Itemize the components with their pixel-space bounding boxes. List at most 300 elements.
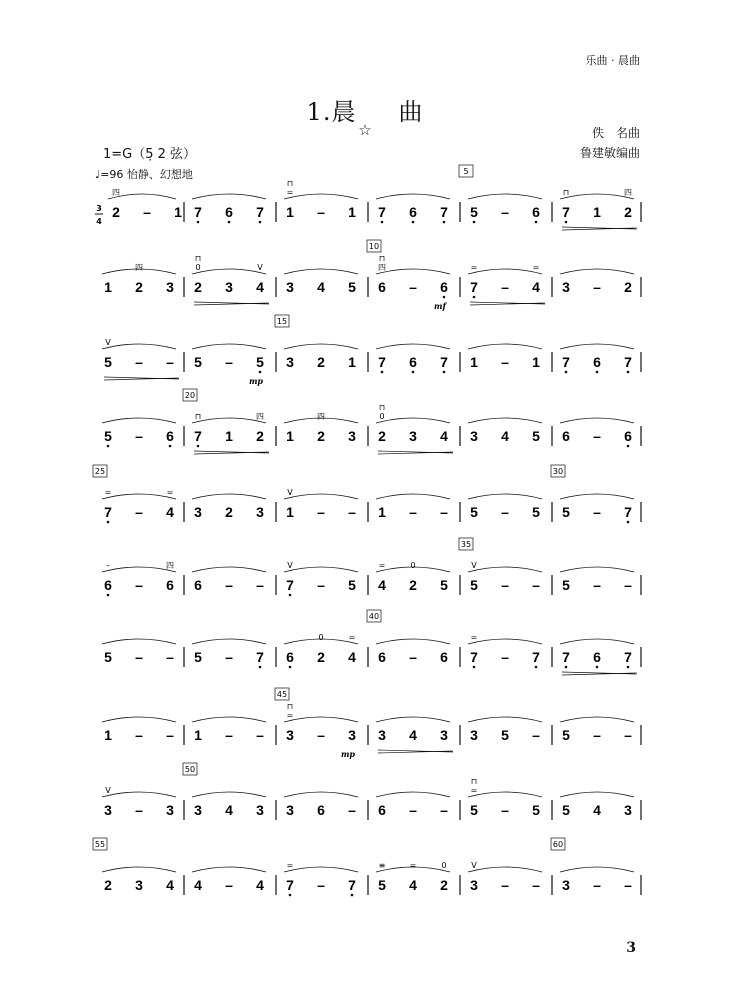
- note: 3: [286, 354, 294, 370]
- note: 6: [593, 354, 601, 370]
- lower-octave-dot: [565, 666, 568, 669]
- note: 5: [562, 802, 570, 818]
- note: 1: [104, 279, 112, 295]
- note: 7: [286, 577, 294, 593]
- dash: –: [317, 727, 325, 743]
- note: 5: [470, 577, 478, 593]
- dash: –: [317, 504, 325, 520]
- dash: –: [225, 354, 233, 370]
- note: 3: [348, 428, 356, 444]
- dash: –: [256, 727, 264, 743]
- dash: –: [135, 577, 143, 593]
- note: 7: [378, 354, 386, 370]
- dash: –: [624, 577, 632, 593]
- slur: [468, 494, 542, 499]
- slur: [102, 344, 176, 349]
- fingering-mark: ⊓: [470, 777, 478, 786]
- slur: [560, 269, 634, 274]
- dash: –: [143, 204, 151, 220]
- note: 6: [532, 204, 540, 220]
- fingering-mark: 四: [378, 263, 386, 272]
- slur: [376, 494, 450, 499]
- note: 6: [286, 649, 294, 665]
- slur: [192, 717, 266, 722]
- lower-octave-dot: [289, 894, 292, 897]
- slur: [560, 194, 634, 199]
- dash: –: [135, 649, 143, 665]
- fingering-mark: =: [409, 861, 417, 870]
- note: 4: [166, 877, 174, 893]
- fingering-mark: =: [470, 786, 478, 795]
- note: 7: [104, 504, 112, 520]
- dash: –: [135, 727, 143, 743]
- note: 7: [562, 354, 570, 370]
- measure-number: 10: [368, 242, 380, 251]
- dash: –: [317, 204, 325, 220]
- note: 5: [562, 727, 570, 743]
- key-signature: 1=G（5̣ 2 弦）: [103, 147, 197, 162]
- note: 4: [440, 428, 448, 444]
- dash: –: [317, 877, 325, 893]
- note: 5: [256, 354, 264, 370]
- dash: –: [593, 877, 601, 893]
- star-icon: ☆: [358, 121, 372, 139]
- note: 2: [378, 428, 386, 444]
- note: 7: [624, 504, 632, 520]
- lower-octave-dot: [627, 666, 630, 669]
- note: 1: [286, 428, 294, 444]
- note: 6: [166, 428, 174, 444]
- note: 7: [378, 204, 386, 220]
- note: 5: [501, 727, 509, 743]
- note: 4: [501, 428, 509, 444]
- note: 1: [225, 428, 233, 444]
- slur: [376, 418, 450, 423]
- measure-number: 30: [552, 467, 564, 476]
- slur: [468, 269, 542, 274]
- lower-octave-dot: [107, 594, 110, 597]
- dash: –: [501, 877, 509, 893]
- slur: [560, 344, 634, 349]
- note: 5: [104, 649, 112, 665]
- note: 5: [562, 577, 570, 593]
- note: 1: [532, 354, 540, 370]
- note: 3: [378, 727, 386, 743]
- note: 5: [470, 504, 478, 520]
- note: 4: [593, 802, 601, 818]
- note: 6: [440, 279, 448, 295]
- measure-number: 40: [368, 612, 380, 621]
- fingering-mark: =: [286, 711, 294, 720]
- slur: [284, 194, 358, 199]
- note: 2: [135, 279, 143, 295]
- lower-octave-dot: [381, 371, 384, 374]
- dynamic-marking: mp: [340, 749, 356, 759]
- note: 6: [440, 649, 448, 665]
- note: 7: [624, 649, 632, 665]
- note: 1: [470, 354, 478, 370]
- dash: –: [593, 577, 601, 593]
- slur: [284, 867, 358, 872]
- slur: [376, 717, 450, 722]
- slur: [468, 567, 542, 572]
- note: 7: [286, 877, 294, 893]
- note: 3: [166, 279, 174, 295]
- lower-octave-dot: [473, 221, 476, 224]
- fingering-mark: =: [166, 488, 174, 497]
- fingering-mark: 四: [256, 412, 264, 421]
- slur: [284, 269, 358, 274]
- note: 1: [286, 504, 294, 520]
- slur: [284, 717, 358, 722]
- note: 5: [470, 204, 478, 220]
- fingering-mark: –: [106, 561, 110, 570]
- dynamic-marking: mf: [434, 301, 446, 311]
- note: 2: [225, 504, 233, 520]
- lower-octave-dot: [228, 221, 231, 224]
- lower-octave-dot: [535, 666, 538, 669]
- note: 7: [440, 354, 448, 370]
- fingering-mark: 0: [195, 263, 201, 272]
- note: 2: [112, 204, 120, 220]
- note: 2: [104, 877, 112, 893]
- note: 3: [470, 877, 478, 893]
- slur: [102, 639, 176, 644]
- note: 4: [166, 504, 174, 520]
- note: 1: [593, 204, 601, 220]
- lower-octave-dot: [412, 371, 415, 374]
- slur: [102, 567, 176, 572]
- note: 3: [225, 279, 233, 295]
- note: 1: [378, 504, 386, 520]
- note: 5: [194, 649, 202, 665]
- fingering-mark: ⊓: [194, 412, 202, 421]
- slur: [560, 494, 634, 499]
- lower-octave-dot: [289, 666, 292, 669]
- note: 6: [562, 428, 570, 444]
- slur: [192, 269, 266, 274]
- note: 3: [194, 802, 202, 818]
- slur: [284, 792, 358, 797]
- lower-octave-dot: [107, 521, 110, 524]
- dash: –: [532, 877, 540, 893]
- note: 6: [593, 649, 601, 665]
- fingering-mark: ⊓: [286, 179, 294, 188]
- fingering-mark: =: [286, 861, 294, 870]
- note: 4: [225, 802, 233, 818]
- dash: –: [440, 802, 448, 818]
- note: 3: [624, 802, 632, 818]
- dash: –: [501, 354, 509, 370]
- lower-octave-dot: [259, 666, 262, 669]
- slur: [102, 418, 176, 423]
- note: 3: [256, 504, 264, 520]
- lower-octave-dot: [197, 445, 200, 448]
- note: 6: [624, 428, 632, 444]
- fingering-mark: =: [378, 561, 386, 570]
- note: 6: [409, 354, 417, 370]
- dash: –: [532, 577, 540, 593]
- note: 5: [104, 354, 112, 370]
- running-header: 乐曲 · 晨曲: [585, 54, 640, 67]
- dash: –: [166, 354, 174, 370]
- measure-number: 20: [184, 391, 196, 400]
- slur: [560, 867, 634, 872]
- fingering-mark: =: [470, 633, 478, 642]
- lower-octave-dot: [259, 221, 262, 224]
- measure-number: 15: [276, 317, 288, 326]
- dash: –: [225, 649, 233, 665]
- note: 3: [562, 279, 570, 295]
- note: 3: [409, 428, 417, 444]
- dash: –: [593, 504, 601, 520]
- fingering-mark: V: [257, 263, 263, 272]
- note: 3: [104, 802, 112, 818]
- note: 1: [286, 204, 294, 220]
- note: 4: [194, 877, 202, 893]
- note: 4: [409, 877, 417, 893]
- slur: [468, 792, 542, 797]
- note: 4: [409, 727, 417, 743]
- slur: [376, 269, 450, 274]
- lower-octave-dot: [627, 521, 630, 524]
- fingering-mark: V: [287, 488, 293, 497]
- note: 5: [440, 577, 448, 593]
- note: 5: [194, 354, 202, 370]
- note: 7: [532, 649, 540, 665]
- note: 7: [256, 649, 264, 665]
- note: 2: [624, 279, 632, 295]
- note: 7: [562, 204, 570, 220]
- note: 6: [317, 802, 325, 818]
- slur: [468, 194, 542, 199]
- fingering-mark: V: [471, 561, 477, 570]
- fingering-mark: =: [286, 188, 294, 197]
- note: 2: [256, 428, 264, 444]
- fingering-mark: =: [348, 633, 356, 642]
- note: 6: [378, 802, 386, 818]
- note: 2: [440, 877, 448, 893]
- lower-octave-dot: [565, 371, 568, 374]
- note: 5: [348, 577, 356, 593]
- fingering-mark: V: [105, 786, 111, 795]
- slur: [284, 494, 358, 499]
- slur: [192, 567, 266, 572]
- fingering-mark: 0: [441, 861, 447, 870]
- dash: –: [532, 727, 540, 743]
- note: 5: [470, 802, 478, 818]
- note: 6: [194, 577, 202, 593]
- note: 7: [470, 649, 478, 665]
- note: 6: [104, 577, 112, 593]
- lower-octave-dot: [351, 894, 354, 897]
- lower-octave-dot: [443, 221, 446, 224]
- fingering-mark: V: [287, 561, 293, 570]
- title-number: 1.: [306, 98, 332, 126]
- note: 3: [286, 727, 294, 743]
- lower-octave-dot: [289, 594, 292, 597]
- fingering-mark: 0: [410, 561, 416, 570]
- fingering-mark: 四: [166, 561, 174, 570]
- note: 2: [194, 279, 202, 295]
- slur: [284, 344, 358, 349]
- dash: –: [593, 428, 601, 444]
- dash: –: [409, 649, 417, 665]
- dash: –: [166, 727, 174, 743]
- note: 6: [225, 204, 233, 220]
- time-signature-bottom: 4: [96, 217, 102, 226]
- dash: –: [135, 354, 143, 370]
- fingering-mark: V: [471, 861, 477, 870]
- note: 3: [470, 428, 478, 444]
- lower-octave-dot: [107, 445, 110, 448]
- title-word-1: 晨: [331, 98, 357, 126]
- slur: [192, 792, 266, 797]
- measure-number: 50: [184, 765, 196, 774]
- measure-number: 25: [94, 467, 106, 476]
- note: 5: [378, 877, 386, 893]
- slur: [376, 194, 450, 199]
- lower-octave-dot: [596, 371, 599, 374]
- lower-octave-dot: [473, 666, 476, 669]
- slur: [102, 494, 176, 499]
- dash: –: [501, 204, 509, 220]
- dash: –: [624, 877, 632, 893]
- slur: [560, 639, 634, 644]
- note: 5: [532, 802, 540, 818]
- slur: [468, 867, 542, 872]
- lower-octave-dot: [627, 371, 630, 374]
- slur: [192, 867, 266, 872]
- fingering-mark: 四: [112, 188, 120, 197]
- note: 3: [348, 727, 356, 743]
- dash: –: [348, 802, 356, 818]
- dash: –: [501, 577, 509, 593]
- lower-octave-dot: [412, 221, 415, 224]
- dash: –: [135, 504, 143, 520]
- note: 1: [194, 727, 202, 743]
- slur: [192, 639, 266, 644]
- slur: [192, 494, 266, 499]
- dash: –: [593, 279, 601, 295]
- note: 5: [104, 428, 112, 444]
- note: 3: [286, 279, 294, 295]
- slur: [376, 639, 450, 644]
- fingering-mark: ⊓: [194, 254, 202, 263]
- note: 6: [378, 279, 386, 295]
- fingering-mark: 四: [317, 412, 325, 421]
- slur: [192, 344, 266, 349]
- slur: [102, 717, 176, 722]
- slur: [192, 194, 266, 199]
- note: 3: [194, 504, 202, 520]
- lower-octave-dot: [535, 221, 538, 224]
- dash: –: [501, 649, 509, 665]
- dash: –: [624, 727, 632, 743]
- dash: –: [256, 577, 264, 593]
- lower-octave-dot: [169, 445, 172, 448]
- dash: –: [593, 727, 601, 743]
- note: 4: [256, 877, 264, 893]
- measure-number: 5: [463, 167, 469, 176]
- slur: [560, 418, 634, 423]
- arranger-credit: 鲁建敏编曲: [579, 146, 640, 160]
- slur: [560, 717, 634, 722]
- dash: –: [501, 279, 509, 295]
- note: 5: [348, 279, 356, 295]
- lower-octave-dot: [596, 666, 599, 669]
- fingering-mark: ⊓: [378, 254, 386, 263]
- lower-octave-dot: [627, 445, 630, 448]
- fingering-mark: ⊓: [562, 188, 570, 197]
- note: 3: [166, 802, 174, 818]
- note: 7: [470, 279, 478, 295]
- slur: [468, 639, 542, 644]
- note: 1: [104, 727, 112, 743]
- note: 4: [532, 279, 540, 295]
- lower-octave-dot: [259, 371, 262, 374]
- note: 2: [409, 577, 417, 593]
- lower-octave-dot: [197, 221, 200, 224]
- note: 7: [194, 428, 202, 444]
- dynamic-marking: mp: [248, 376, 264, 386]
- dash: –: [409, 279, 417, 295]
- fingering-mark: 0: [318, 633, 324, 642]
- note: 7: [624, 354, 632, 370]
- note: 4: [378, 577, 386, 593]
- fingering-mark: 四: [135, 263, 143, 272]
- dash: –: [348, 504, 356, 520]
- note: 2: [624, 204, 632, 220]
- note: 4: [317, 279, 325, 295]
- dash: –: [135, 428, 143, 444]
- note: 3: [470, 727, 478, 743]
- measure-number: 35: [460, 540, 472, 549]
- note: 6: [166, 577, 174, 593]
- note: 3: [256, 802, 264, 818]
- note: 1: [174, 204, 182, 220]
- dash: –: [135, 802, 143, 818]
- note: 2: [317, 428, 325, 444]
- note: 4: [256, 279, 264, 295]
- dash: –: [440, 504, 448, 520]
- lower-octave-dot: [565, 221, 568, 224]
- note: 7: [348, 877, 356, 893]
- dash: –: [317, 577, 325, 593]
- fingering-mark: V: [105, 338, 111, 347]
- slur: [468, 717, 542, 722]
- fingering-mark: ≡: [378, 861, 386, 870]
- composer-credit: 佚 名曲: [591, 126, 640, 140]
- note: 3: [562, 877, 570, 893]
- dash: –: [501, 504, 509, 520]
- dash: –: [225, 877, 233, 893]
- note: 7: [194, 204, 202, 220]
- slur: [102, 792, 176, 797]
- fingering-mark: ⊓: [378, 403, 386, 412]
- note: 1: [348, 354, 356, 370]
- slur: [468, 418, 542, 423]
- note: 6: [409, 204, 417, 220]
- note: 3: [440, 727, 448, 743]
- slur: [560, 567, 634, 572]
- slur: [468, 344, 542, 349]
- dash: –: [166, 649, 174, 665]
- dash: –: [225, 727, 233, 743]
- note: 7: [440, 204, 448, 220]
- fingering-mark: =: [470, 263, 478, 272]
- fingering-mark: 四: [624, 188, 632, 197]
